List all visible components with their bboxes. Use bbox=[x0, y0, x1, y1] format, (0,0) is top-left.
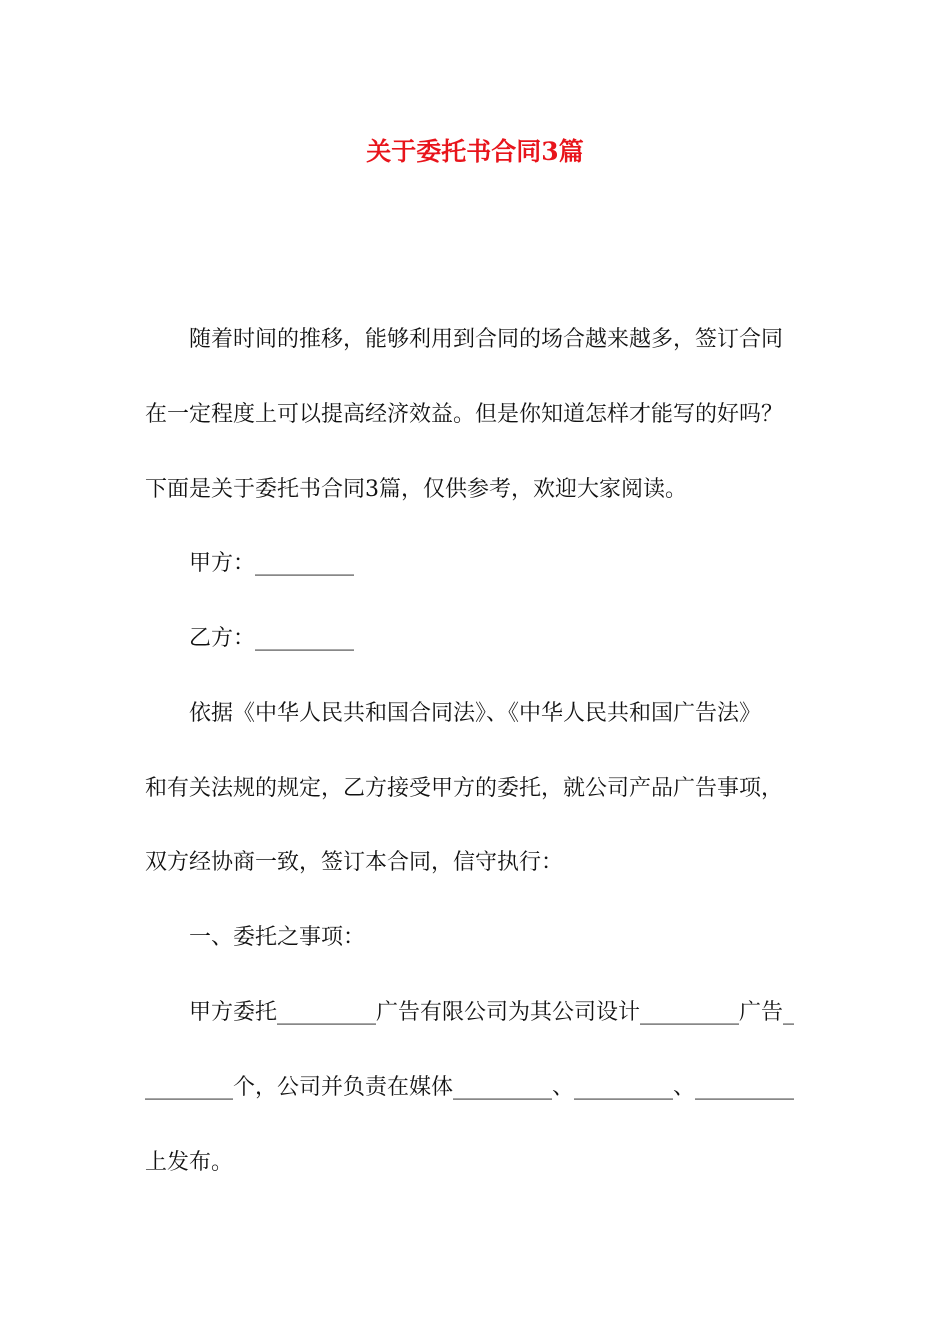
basis-line-2: 和有关法规的规定，乙方接受甲方的委托，就公司产品广告事项， bbox=[145, 776, 784, 801]
intro-line-3: 下面是关于委托书合同3篇，仅供参考，欢迎大家阅读。 bbox=[145, 477, 687, 502]
intro-line-1: 随着时间的推移，能够利用到合同的场合越来越多，签订合同 bbox=[189, 327, 784, 352]
clause-line-2: ________个，公司并负责在媒体_________、_________、_________ bbox=[145, 1075, 795, 1100]
basis-line-1: 依据《中华人民共和国合同法》、《中华人民共和国广告法》 bbox=[189, 701, 762, 726]
party-b-line: 乙方：_________ bbox=[189, 626, 355, 651]
clause-line-1: 甲方委托_________广告有限公司为其公司设计_________广告_ bbox=[189, 1000, 795, 1025]
intro-line-2: 在一定程度上可以提高经济效益。但是你知道怎样才能写的好吗？ bbox=[145, 402, 784, 427]
section-heading-1: 一、委托之事项： bbox=[189, 925, 366, 950]
document-title: 关于委托书合同3篇 bbox=[366, 137, 584, 166]
basis-line-3: 双方经协商一致，签订本合同，信守执行： bbox=[145, 850, 564, 875]
clause-line-3: 上发布。 bbox=[145, 1150, 234, 1175]
party-a-line: 甲方：_________ bbox=[189, 551, 355, 576]
